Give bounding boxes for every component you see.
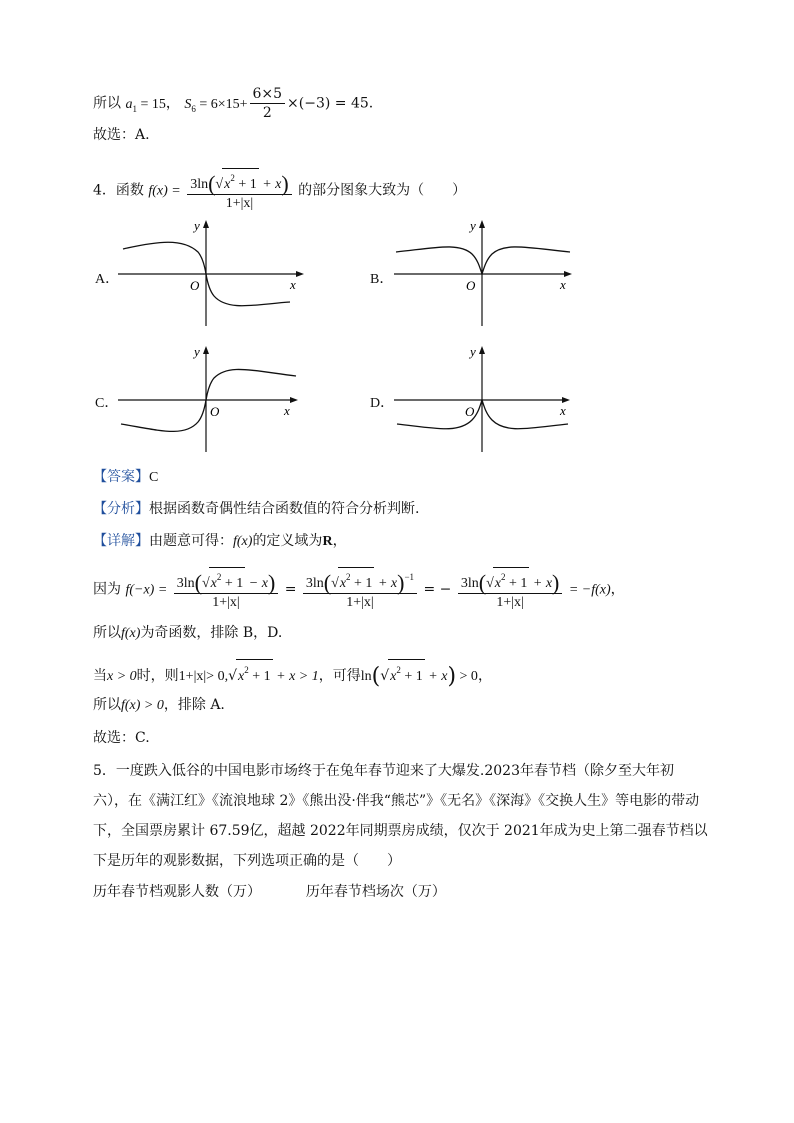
detail-end: ，	[332, 533, 347, 549]
eq-rhs: = −f(x)	[568, 582, 611, 598]
q5-chart-titles	[93, 882, 446, 902]
graph-option-a	[118, 218, 308, 328]
final-answer: 故选：C.	[93, 730, 150, 746]
x-label: x	[290, 277, 296, 292]
y-label: y	[194, 218, 200, 233]
y-label: y	[470, 344, 476, 359]
q4-num-tail: + x	[258, 177, 282, 192]
option-d-label: D．	[370, 396, 395, 411]
eq2-den: 1+|x|	[346, 595, 374, 610]
a1-var: a	[125, 96, 133, 112]
detail-tag: 【详解】	[93, 533, 149, 549]
graph-option-b	[394, 218, 584, 328]
chart1-title: 历年春节档观影人数（万）	[93, 884, 261, 900]
when-ln: ln	[360, 669, 372, 684]
option-c-label: C．	[95, 396, 119, 411]
odd-b: 为奇函数，排除 B，D.	[140, 625, 283, 641]
eq3-den: 1+|x|	[496, 595, 524, 610]
s6-expr-a: = 6×15+	[195, 96, 248, 112]
top-end: .	[368, 95, 374, 112]
when-cond: x > 0	[107, 669, 137, 684]
origin-label: O	[465, 404, 475, 419]
eq-frac-3: $\frac{3\ln(√x^2 + 1 + x)}{1+|x|}$	[458, 567, 563, 612]
a1-eq: = 15	[136, 96, 166, 112]
x-label: x	[560, 403, 566, 418]
eq-lhs: f(−x) =	[125, 582, 168, 598]
detail-text-b: 的定义域为	[252, 533, 323, 549]
when-ineq2: + x > 1	[272, 669, 319, 684]
eq-end: ，	[610, 581, 625, 598]
y-label: y	[194, 344, 200, 359]
eq2-tail: + x	[374, 576, 398, 591]
chart2-title: 历年春节档场次（万）	[305, 884, 446, 900]
q4-suffix: 的部分图象大致为（ ）	[298, 182, 467, 199]
analysis-text: 根据函数奇偶性结合函数值的符合分析判断.	[149, 501, 420, 517]
q4-num-ln: 3ln	[190, 177, 209, 192]
detail-text-a: 由题意可得：	[149, 533, 233, 549]
odd-fx: f(x)	[121, 626, 141, 641]
eq2-ln: 3ln	[305, 576, 324, 591]
because-text: 因为	[93, 581, 121, 598]
pos-b: ，排除 A.	[163, 697, 225, 713]
when-a: 当	[93, 668, 107, 684]
q4-prefix: 4．函数	[93, 182, 149, 199]
analysis-line	[93, 499, 419, 519]
q4-rad-x: x	[224, 177, 231, 192]
s6-frac-den: 2	[262, 105, 272, 121]
solution-top-line	[93, 85, 373, 122]
curve-b	[396, 247, 570, 274]
eq-frac-2: $\frac{3\ln(√x^2 + 1 + x)^{-1}}{1+|x|}$	[303, 567, 417, 612]
detail-R: R	[322, 534, 333, 549]
x-label: x	[560, 277, 566, 292]
origin-label: O	[210, 404, 220, 419]
s6-frac-num: 6×5	[250, 85, 286, 104]
q4-fx: f(x) =	[148, 183, 181, 199]
eq3-sign: = −	[423, 581, 452, 598]
option-a-label: A．	[95, 272, 120, 287]
x-axis-arrow	[290, 397, 298, 403]
q4-stem	[93, 168, 466, 213]
q4-den: 1+|x|	[225, 196, 254, 211]
origin-label: O	[466, 278, 476, 293]
when-gt: > 0	[456, 669, 478, 684]
when-end: ，	[477, 668, 492, 684]
y-axis-arrow	[203, 220, 209, 228]
answer-line	[93, 467, 158, 488]
q4-rad-tail: + 1	[234, 177, 257, 192]
positive-line	[93, 695, 225, 716]
option-b-label: B．	[370, 272, 394, 287]
q4-fraction: $\frac{3\ln(√x^2 + 1 + x)}{1+|x|}$	[187, 168, 292, 213]
eq1-den: 1+|x|	[212, 595, 240, 610]
s6-expr-b: ×(−3) = 45	[287, 95, 369, 112]
eq1-ln: 3ln	[176, 576, 195, 591]
detail-fx: f(x)	[233, 534, 253, 549]
analysis-tag: 【分析】	[93, 501, 149, 517]
eq1-tail: − x	[245, 576, 268, 591]
y-label: y	[470, 218, 476, 233]
top-sep: ，	[165, 95, 180, 112]
answer-value: C	[149, 470, 159, 485]
because-equation: 因为 f(−x) = $\frac{3\ln(√x^2 + 1 - x)}{1+|x|}$ = $\frac{3\ln(√x^2 + 1 + x)^{-1}}{1+|x|}$ = − $\frac{3\ln(√x^2 + 1 + x)}{1+|x|}$ = −f(x)，	[93, 567, 625, 612]
x-label: x	[284, 403, 290, 418]
graph-option-d	[394, 344, 584, 454]
eq3-tail: + x	[529, 576, 553, 591]
eq3-ln: 3ln	[460, 576, 479, 591]
when-ineq1: 1+|x|> 0,	[178, 669, 229, 684]
s6-sub: 6	[191, 103, 196, 114]
y-axis-arrow	[203, 346, 209, 354]
s6-fraction	[250, 85, 286, 122]
pos-expr: f(x) > 0	[121, 698, 164, 713]
s6-var: S	[184, 96, 192, 112]
eq2-sup: −1	[404, 572, 415, 582]
prev-answer: 故选：A.	[93, 127, 150, 143]
answer-tag: 【答案】	[93, 469, 149, 485]
top-prefix: 所以	[93, 95, 121, 112]
when-b: 时，则	[136, 668, 179, 684]
y-axis-arrow	[479, 220, 485, 228]
y-axis-arrow	[479, 346, 485, 354]
graph-option-c	[118, 344, 308, 454]
odd-function-line	[93, 623, 282, 644]
when-c: ，可得	[318, 668, 361, 684]
when-ln-tail: + x	[424, 669, 448, 684]
q5-paragraph: 5．一度跌入低谷的中国电影市场终于在兔年春节迎来了大爆发.2023年春节档（除夕至大年初六），在《满江红》《流浪地球 2》《熊出没·伴我“熊芯”》《无名》《深海》《交换人生》等电影的带动下，全国票房累计 67.59亿，超越 2022年同期票房成绩，仅次于 2021年成为史上第二强春节档以下是历年的观影数据，下列选项正确的是（ ）	[93, 763, 708, 869]
eq-frac-1: $\frac{3\ln(√x^2 + 1 - x)}{1+|x|}$	[174, 567, 279, 612]
when-line: 当x > 0时，则$1+|x|> 0,√x^2 + 1 + x > 1$，可得$\ln(√x^2 + 1 + x) > 0$，	[93, 659, 492, 687]
odd-a: 所以	[93, 625, 121, 641]
q4-rad-sup: 2	[230, 173, 235, 183]
origin-label: O	[190, 278, 200, 293]
detail-line	[93, 531, 347, 552]
x-axis-arrow	[296, 271, 304, 277]
a1-sub: 1	[132, 103, 137, 114]
pos-a: 所以	[93, 697, 121, 713]
